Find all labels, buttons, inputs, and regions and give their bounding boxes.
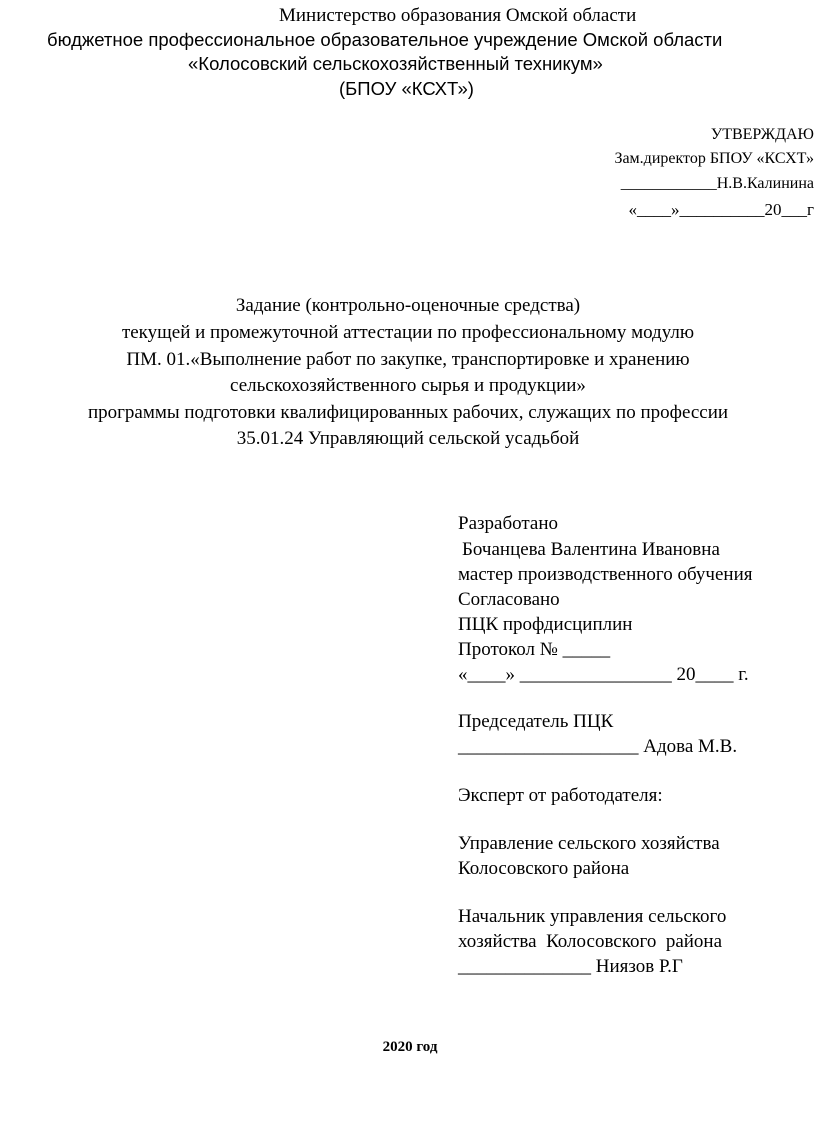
document-year-text: 2020 год xyxy=(382,1039,438,1055)
chairman-label: Председатель ПЦК xyxy=(458,711,614,732)
institution-line-2: «Колосовский сельскохозяйственный техникум» xyxy=(188,53,603,74)
organization-line-1: Управление сельского хозяйства xyxy=(458,833,720,854)
expert-label: Эксперт от работодателя: xyxy=(458,785,663,806)
approval-position: Зам.директор БПОУ «КСХТ» xyxy=(614,150,814,167)
approval-heading: УТВЕРЖДАЮ xyxy=(710,126,814,143)
institution-line-1: бюджетное профессиональное образовательное учреждение Омской области xyxy=(47,29,723,50)
ministry-heading: Министерство образования Омской области xyxy=(279,5,637,26)
developed-label: Разработано xyxy=(458,513,558,534)
head-position-line-2: хозяйства Колосовского района xyxy=(458,931,723,952)
developer-position: мастер производственного обучения xyxy=(458,564,753,585)
title-line-2: текущей и промежуточной аттестации по профессиональному модулю xyxy=(121,322,695,343)
approval-date-line: «____»__________20___г xyxy=(628,200,814,219)
protocol-line: Протокол № _____ xyxy=(458,639,611,660)
title-line-4: сельскохозяйственного сырья и продукции» xyxy=(230,375,586,396)
title-line-6: 35.01.24 Управляющий сельской усадьбой xyxy=(236,428,580,449)
institution-abbreviation: (БПОУ «КСХТ») xyxy=(339,78,474,99)
agreed-label: Согласовано xyxy=(458,589,560,610)
title-line-3: ПМ. 01.«Выполнение работ по закупке, транспортировке и хранению xyxy=(126,349,690,370)
chairman-signature-line: ___________________ Адова М.В. xyxy=(458,736,738,757)
developer-name: Бочанцева Валентина Ивановна xyxy=(462,539,720,560)
title-line-5: программы подготовки квалифицированных рабочих, служащих по профессии xyxy=(87,402,729,423)
document-year xyxy=(0,1040,816,1055)
protocol-date-line: «____» ________________ 20____ г. xyxy=(458,664,749,685)
head-position-line-1: Начальник управления сельского xyxy=(458,906,727,927)
head-signature-line: ______________ Ниязов Р.Г xyxy=(458,956,683,977)
committee-name: ПЦК профдисциплин xyxy=(458,614,633,635)
title-line-1: Задание (контрольно-оценочные средства) xyxy=(235,295,581,316)
organization-line-2: Колосовского района xyxy=(458,858,630,879)
approval-signature-line: ____________Н.В.Калинина xyxy=(620,175,814,192)
